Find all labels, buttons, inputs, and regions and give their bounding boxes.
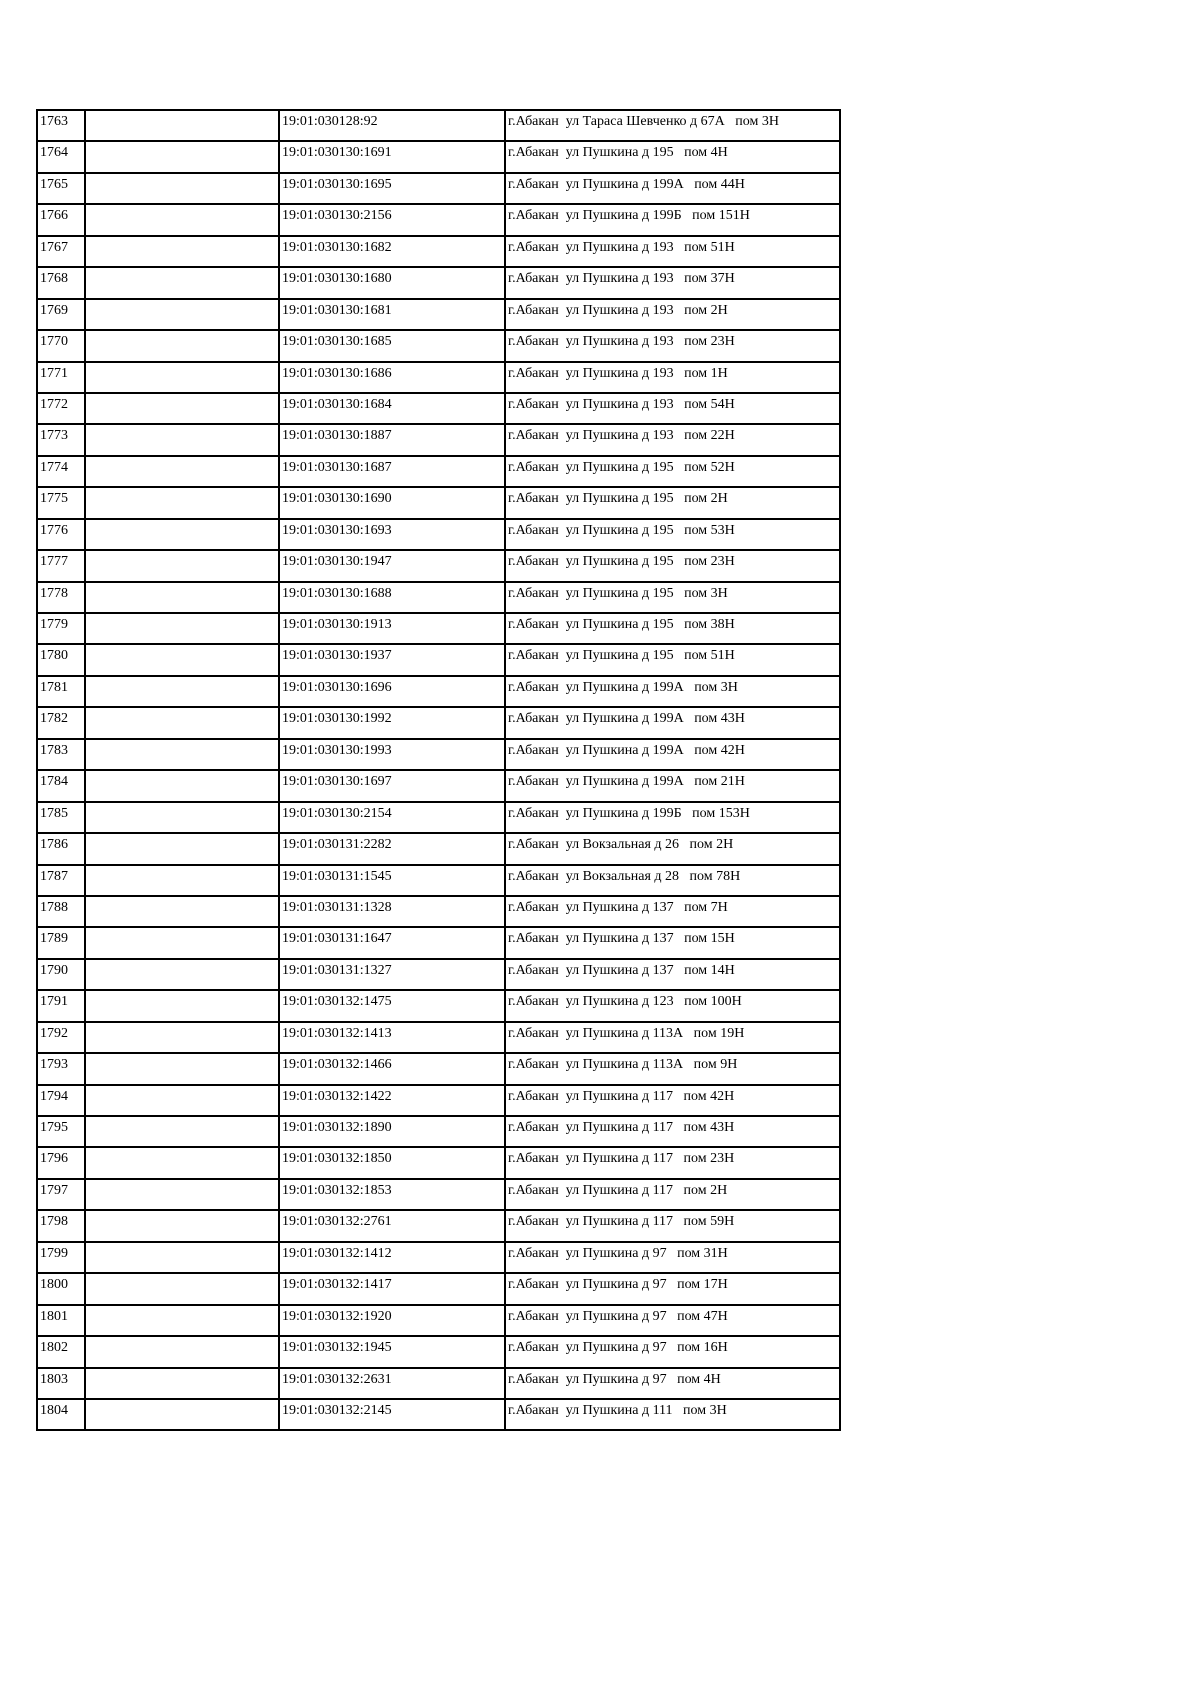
- row-number-cell: 1797: [37, 1179, 85, 1210]
- cadastral-number-cell: 19:01:030132:1413: [279, 1022, 505, 1053]
- row-number-cell: 1772: [37, 393, 85, 424]
- row-number-cell: 1763: [37, 110, 85, 141]
- address-cell: г.Абакан ул Пушкина д 199Б пом 151Н: [505, 204, 840, 235]
- row-number-cell: 1765: [37, 173, 85, 204]
- address-cell: г.Абакан ул Пушкина д 195 пом 2Н: [505, 487, 840, 518]
- object-name-cell: [85, 1336, 279, 1367]
- row-number-cell: 1787: [37, 865, 85, 896]
- row-number-cell: 1789: [37, 927, 85, 958]
- table-row: [37, 550, 840, 581]
- address-cell: г.Абакан ул Вокзальная д 26 пом 2Н: [505, 833, 840, 864]
- object-name-cell: [85, 299, 279, 330]
- table-row: [37, 487, 840, 518]
- table-row: [37, 330, 840, 361]
- object-name-cell: [85, 644, 279, 675]
- cadastral-number-cell: 19:01:030130:1695: [279, 173, 505, 204]
- cadastral-number-cell: 19:01:030131:2282: [279, 833, 505, 864]
- cadastral-number-cell: 19:01:030132:1417: [279, 1273, 505, 1304]
- object-name-cell: [85, 1368, 279, 1399]
- address-cell: г.Абакан ул Пушкина д 195 пом 3Н: [505, 582, 840, 613]
- row-number-cell: 1801: [37, 1305, 85, 1336]
- object-name-cell: [85, 1242, 279, 1273]
- table-row: [37, 896, 840, 927]
- row-number-cell: 1783: [37, 739, 85, 770]
- table-row: [37, 739, 840, 770]
- table-row: [37, 676, 840, 707]
- cadastral-number-cell: 19:01:030130:1993: [279, 739, 505, 770]
- address-cell: г.Абакан ул Пушкина д 193 пом 1Н: [505, 362, 840, 393]
- cadastral-number-cell: 19:01:030132:2145: [279, 1399, 505, 1430]
- table-row: [37, 990, 840, 1021]
- row-number-cell: 1786: [37, 833, 85, 864]
- table-row: [37, 1368, 840, 1399]
- table-row: [37, 802, 840, 833]
- address-cell: г.Абакан ул Пушкина д 195 пом 53Н: [505, 519, 840, 550]
- address-cell: г.Абакан ул Пушкина д 199А пом 3Н: [505, 676, 840, 707]
- object-name-cell: [85, 519, 279, 550]
- cadastral-number-cell: 19:01:030132:1422: [279, 1085, 505, 1116]
- cadastral-number-cell: 19:01:030132:2631: [279, 1368, 505, 1399]
- row-number-cell: 1788: [37, 896, 85, 927]
- object-name-cell: [85, 362, 279, 393]
- table-row: [37, 1336, 840, 1367]
- table-row: [37, 299, 840, 330]
- table-row: [37, 236, 840, 267]
- cadastral-number-cell: 19:01:030130:1682: [279, 236, 505, 267]
- table-row: [37, 267, 840, 298]
- object-name-cell: [85, 707, 279, 738]
- object-name-cell: [85, 141, 279, 172]
- cadastral-number-cell: 19:01:030130:2154: [279, 802, 505, 833]
- table-row: [37, 456, 840, 487]
- cadastral-number-cell: 19:01:030132:1853: [279, 1179, 505, 1210]
- table-row: [37, 1147, 840, 1178]
- object-name-cell: [85, 1273, 279, 1304]
- table-row: [37, 1179, 840, 1210]
- row-number-cell: 1798: [37, 1210, 85, 1241]
- table-row: [37, 1116, 840, 1147]
- cadastral-number-cell: 19:01:030130:1680: [279, 267, 505, 298]
- object-name-cell: [85, 236, 279, 267]
- address-cell: г.Абакан ул Пушкина д 193 пом 51Н: [505, 236, 840, 267]
- address-cell: г.Абакан ул Пушкина д 117 пом 2Н: [505, 1179, 840, 1210]
- cadastral-number-cell: 19:01:030131:1647: [279, 927, 505, 958]
- row-number-cell: 1804: [37, 1399, 85, 1430]
- table-row: [37, 865, 840, 896]
- object-name-cell: [85, 1116, 279, 1147]
- object-name-cell: [85, 456, 279, 487]
- row-number-cell: 1794: [37, 1085, 85, 1116]
- row-number-cell: 1785: [37, 802, 85, 833]
- table-row: [37, 707, 840, 738]
- table-row: [37, 1085, 840, 1116]
- object-name-cell: [85, 424, 279, 455]
- row-number-cell: 1774: [37, 456, 85, 487]
- cadastral-number-cell: 19:01:030130:1696: [279, 676, 505, 707]
- object-name-cell: [85, 1179, 279, 1210]
- table-row: [37, 927, 840, 958]
- table-row: [37, 519, 840, 550]
- row-number-cell: 1773: [37, 424, 85, 455]
- table-row: [37, 833, 840, 864]
- row-number-cell: 1792: [37, 1022, 85, 1053]
- cadastral-number-cell: 19:01:030130:1684: [279, 393, 505, 424]
- object-name-cell: [85, 833, 279, 864]
- object-name-cell: [85, 990, 279, 1021]
- row-number-cell: 1777: [37, 550, 85, 581]
- address-cell: г.Абакан ул Пушкина д 199А пом 21Н: [505, 770, 840, 801]
- object-name-cell: [85, 1399, 279, 1430]
- address-cell: г.Абакан ул Пушкина д 137 пом 14Н: [505, 959, 840, 990]
- table-row: [37, 644, 840, 675]
- address-cell: г.Абакан ул Пушкина д 195 пом 51Н: [505, 644, 840, 675]
- table-row: [37, 1053, 840, 1084]
- object-name-cell: [85, 865, 279, 896]
- cadastral-number-cell: 19:01:030131:1328: [279, 896, 505, 927]
- cadastral-number-cell: 19:01:030130:1913: [279, 613, 505, 644]
- cadastral-number-cell: 19:01:030130:1686: [279, 362, 505, 393]
- row-number-cell: 1768: [37, 267, 85, 298]
- address-cell: г.Абакан ул Пушкина д 193 пом 54Н: [505, 393, 840, 424]
- row-number-cell: 1780: [37, 644, 85, 675]
- table-row: [37, 1210, 840, 1241]
- table-row: [37, 613, 840, 644]
- table-row: [37, 424, 840, 455]
- address-cell: г.Абакан ул Пушкина д 199Б пом 153Н: [505, 802, 840, 833]
- address-cell: г.Абакан ул Пушкина д 137 пом 7Н: [505, 896, 840, 927]
- row-number-cell: 1782: [37, 707, 85, 738]
- register-body: [37, 110, 840, 1430]
- table-row: [37, 1273, 840, 1304]
- cadastral-number-cell: 19:01:030130:1685: [279, 330, 505, 361]
- address-cell: г.Абакан ул Пушкина д 97 пом 16Н: [505, 1336, 840, 1367]
- cadastral-number-cell: 19:01:030130:1992: [279, 707, 505, 738]
- table-row: [37, 204, 840, 235]
- row-number-cell: 1775: [37, 487, 85, 518]
- cadastral-number-cell: 19:01:030130:1687: [279, 456, 505, 487]
- object-name-cell: [85, 1085, 279, 1116]
- table-row: [37, 362, 840, 393]
- cadastral-number-cell: 19:01:030132:2761: [279, 1210, 505, 1241]
- cadastral-number-cell: 19:01:030130:2156: [279, 204, 505, 235]
- cadastral-number-cell: 19:01:030132:1466: [279, 1053, 505, 1084]
- table-row: [37, 770, 840, 801]
- row-number-cell: 1803: [37, 1368, 85, 1399]
- property-register-table: [36, 109, 841, 1431]
- address-cell: г.Абакан ул Пушкина д 195 пом 4Н: [505, 141, 840, 172]
- object-name-cell: [85, 1147, 279, 1178]
- cadastral-number-cell: 19:01:030130:1691: [279, 141, 505, 172]
- address-cell: г.Абакан ул Пушкина д 195 пом 52Н: [505, 456, 840, 487]
- address-cell: г.Абакан ул Пушкина д 117 пом 42Н: [505, 1085, 840, 1116]
- address-cell: г.Абакан ул Пушкина д 199А пом 44Н: [505, 173, 840, 204]
- object-name-cell: [85, 676, 279, 707]
- address-cell: г.Абакан ул Пушкина д 117 пом 59Н: [505, 1210, 840, 1241]
- address-cell: г.Абакан ул Пушкина д 97 пом 47Н: [505, 1305, 840, 1336]
- row-number-cell: 1776: [37, 519, 85, 550]
- address-cell: г.Абакан ул Пушкина д 97 пом 31Н: [505, 1242, 840, 1273]
- address-cell: г.Абакан ул Пушкина д 113А пом 9Н: [505, 1053, 840, 1084]
- table-row: [37, 1399, 840, 1430]
- address-cell: г.Абакан ул Пушкина д 195 пом 23Н: [505, 550, 840, 581]
- cadastral-number-cell: 19:01:030130:1688: [279, 582, 505, 613]
- table-row: [37, 173, 840, 204]
- table-row: [37, 1022, 840, 1053]
- address-cell: г.Абакан ул Пушкина д 117 пом 43Н: [505, 1116, 840, 1147]
- address-cell: г.Абакан ул Пушкина д 195 пом 38Н: [505, 613, 840, 644]
- table-row: [37, 582, 840, 613]
- address-cell: г.Абакан ул Пушкина д 123 пом 100Н: [505, 990, 840, 1021]
- object-name-cell: [85, 110, 279, 141]
- cadastral-number-cell: 19:01:030132:1890: [279, 1116, 505, 1147]
- object-name-cell: [85, 204, 279, 235]
- object-name-cell: [85, 487, 279, 518]
- object-name-cell: [85, 330, 279, 361]
- object-name-cell: [85, 802, 279, 833]
- table-row: [37, 1242, 840, 1273]
- cadastral-number-cell: 19:01:030132:1920: [279, 1305, 505, 1336]
- object-name-cell: [85, 1305, 279, 1336]
- address-cell: г.Абакан ул Вокзальная д 28 пом 78Н: [505, 865, 840, 896]
- address-cell: г.Абакан ул Пушкина д 193 пом 23Н: [505, 330, 840, 361]
- row-number-cell: 1799: [37, 1242, 85, 1273]
- row-number-cell: 1795: [37, 1116, 85, 1147]
- cadastral-number-cell: 19:01:030130:1887: [279, 424, 505, 455]
- row-number-cell: 1779: [37, 613, 85, 644]
- row-number-cell: 1790: [37, 959, 85, 990]
- table-row: [37, 141, 840, 172]
- table-row: [37, 110, 840, 141]
- cadastral-number-cell: 19:01:030130:1690: [279, 487, 505, 518]
- address-cell: г.Абакан ул Пушкина д 199А пом 42Н: [505, 739, 840, 770]
- row-number-cell: 1796: [37, 1147, 85, 1178]
- address-cell: г.Абакан ул Пушкина д 97 пом 17Н: [505, 1273, 840, 1304]
- row-number-cell: 1781: [37, 676, 85, 707]
- row-number-cell: 1793: [37, 1053, 85, 1084]
- table-row: [37, 1305, 840, 1336]
- table-row: [37, 959, 840, 990]
- cadastral-number-cell: 19:01:030128:92: [279, 110, 505, 141]
- object-name-cell: [85, 582, 279, 613]
- object-name-cell: [85, 1210, 279, 1241]
- row-number-cell: 1764: [37, 141, 85, 172]
- address-cell: г.Абакан ул Тараса Шевченко д 67А пом 3Н: [505, 110, 840, 141]
- row-number-cell: 1791: [37, 990, 85, 1021]
- table-row: [37, 393, 840, 424]
- row-number-cell: 1778: [37, 582, 85, 613]
- address-cell: г.Абакан ул Пушкина д 117 пом 23Н: [505, 1147, 840, 1178]
- object-name-cell: [85, 267, 279, 298]
- cadastral-number-cell: 19:01:030132:1475: [279, 990, 505, 1021]
- row-number-cell: 1769: [37, 299, 85, 330]
- object-name-cell: [85, 927, 279, 958]
- cadastral-number-cell: 19:01:030132:1945: [279, 1336, 505, 1367]
- cadastral-number-cell: 19:01:030130:1693: [279, 519, 505, 550]
- cadastral-number-cell: 19:01:030130:1681: [279, 299, 505, 330]
- address-cell: г.Абакан ул Пушкина д 137 пом 15Н: [505, 927, 840, 958]
- object-name-cell: [85, 613, 279, 644]
- object-name-cell: [85, 1053, 279, 1084]
- cadastral-number-cell: 19:01:030132:1850: [279, 1147, 505, 1178]
- address-cell: г.Абакан ул Пушкина д 113А пом 19Н: [505, 1022, 840, 1053]
- row-number-cell: 1802: [37, 1336, 85, 1367]
- cadastral-number-cell: 19:01:030131:1327: [279, 959, 505, 990]
- cadastral-number-cell: 19:01:030130:1947: [279, 550, 505, 581]
- object-name-cell: [85, 393, 279, 424]
- object-name-cell: [85, 959, 279, 990]
- address-cell: г.Абакан ул Пушкина д 193 пом 22Н: [505, 424, 840, 455]
- address-cell: г.Абакан ул Пушкина д 193 пом 2Н: [505, 299, 840, 330]
- row-number-cell: 1784: [37, 770, 85, 801]
- cadastral-number-cell: 19:01:030130:1697: [279, 770, 505, 801]
- row-number-cell: 1767: [37, 236, 85, 267]
- address-cell: г.Абакан ул Пушкина д 97 пом 4Н: [505, 1368, 840, 1399]
- object-name-cell: [85, 1022, 279, 1053]
- object-name-cell: [85, 770, 279, 801]
- row-number-cell: 1771: [37, 362, 85, 393]
- cadastral-number-cell: 19:01:030130:1937: [279, 644, 505, 675]
- cadastral-number-cell: 19:01:030132:1412: [279, 1242, 505, 1273]
- object-name-cell: [85, 550, 279, 581]
- row-number-cell: 1770: [37, 330, 85, 361]
- object-name-cell: [85, 896, 279, 927]
- address-cell: г.Абакан ул Пушкина д 193 пом 37Н: [505, 267, 840, 298]
- row-number-cell: 1800: [37, 1273, 85, 1304]
- row-number-cell: 1766: [37, 204, 85, 235]
- address-cell: г.Абакан ул Пушкина д 111 пом 3Н: [505, 1399, 840, 1430]
- address-cell: г.Абакан ул Пушкина д 199А пом 43Н: [505, 707, 840, 738]
- object-name-cell: [85, 739, 279, 770]
- object-name-cell: [85, 173, 279, 204]
- cadastral-number-cell: 19:01:030131:1545: [279, 865, 505, 896]
